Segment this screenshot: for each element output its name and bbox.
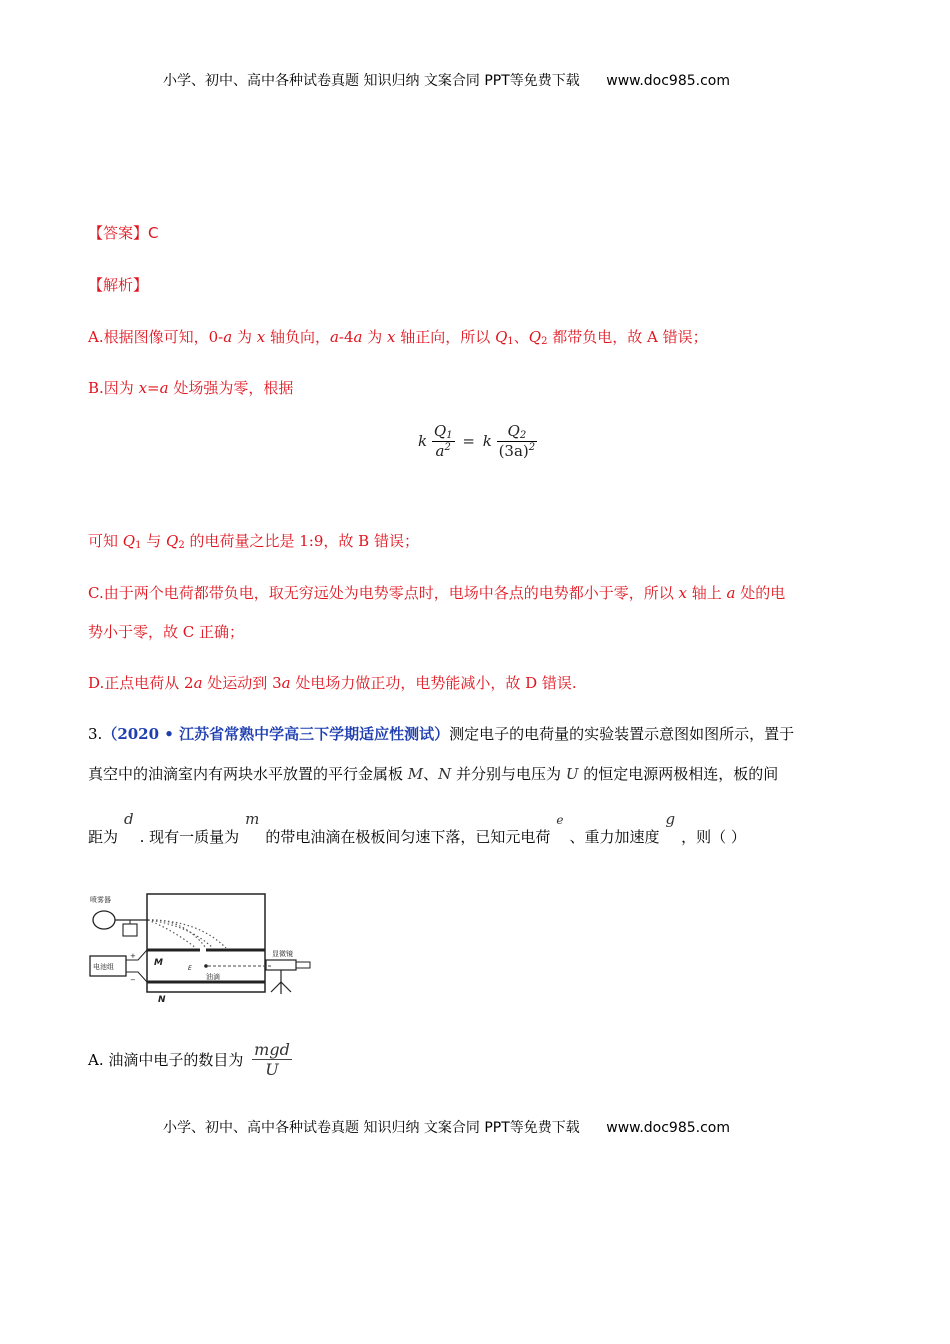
coulomb-formula: k $\frac{Q_1}{a^2}$ = k $\frac{Q_2}{(3a)^2}$	[418, 422, 536, 460]
answer-label: 【答案】	[88, 224, 149, 242]
oil-droplet	[204, 964, 208, 968]
oil-bottle	[123, 924, 137, 936]
question-number: 3.	[88, 725, 103, 743]
footer-site[interactable]: www.doc985.com	[606, 1120, 730, 1136]
apparatus-diagram	[88, 890, 328, 1005]
analysis-label: 【解析】	[88, 276, 149, 294]
option-a-text: A. 油滴中电子的数目为	[88, 1051, 244, 1069]
analysis-line-a: A.根据图像可知，0-a 为 x 轴负向，a-4a 为 x 轴正向，所以 $Q_1$、$Q_2$ 都带负电，故 A 错误；	[88, 328, 708, 347]
analysis-line-c2: 势小于零，故 C 正确；	[88, 623, 245, 641]
label-m: M	[154, 958, 163, 968]
question-source: （2020 • 江苏省常熟中学高三下学期适应性测试）	[102, 725, 450, 743]
answer-line	[88, 222, 159, 243]
label-e: E	[188, 965, 192, 972]
question-3-line-2: 真空中的油滴室内有两块水平放置的平行金属板 M、N 并分别与电压为 U 的恒定电源两极相连，板的间	[88, 765, 779, 783]
label-microscope: 显微镜	[272, 950, 293, 958]
fraction-1: $\frac{Q_1}{a^2}$	[433, 422, 453, 460]
label-battery: 电池组	[93, 963, 114, 971]
question-3-line-1: 3.（2020 • 江苏省常熟中学高三下学期适应性测试）测定电子的电荷量的实验装置示意图如图所示，置于	[88, 725, 795, 743]
option-a-fraction: $\frac{\text{mgd}}{U}$	[254, 1040, 290, 1079]
oil-drop-apparatus-figure	[88, 890, 328, 1005]
sprayer-bulb	[93, 911, 115, 929]
analysis-line-c1: C.由于两个电荷都带负电，取无穷远处为电势零点时，电场中各点的电势都小于零，所以 x 轴上 a 处的电	[88, 584, 786, 602]
header-site[interactable]: www.doc985.com	[606, 73, 730, 89]
analysis-line-b2: 可知 $Q_1$ 与 $Q_2$ 的电荷量之比是 1:9，故 B 错误；	[88, 532, 419, 551]
page-footer	[163, 1117, 730, 1137]
analysis-line-b: B.因为 x=a 处场强为零，根据	[88, 379, 294, 397]
option-a[interactable]	[88, 1040, 292, 1079]
header-text: 小学、初中、高中各种试卷真题 知识归纳 文案合同 PPT等免费下载	[163, 73, 580, 89]
page-header	[163, 70, 730, 90]
question-3-line-3: 距为d. 现有一质量为m的带电油滴在极板间匀速下落，已知元电荷$^e$、重力加速度g，则（ ）	[88, 810, 746, 846]
label-n: N	[158, 995, 166, 1005]
footer-text: 小学、初中、高中各种试卷真题 知识归纳 文案合同 PPT等免费下载	[163, 1120, 580, 1136]
answer-value: C	[148, 224, 159, 242]
label-minus: −	[130, 976, 136, 984]
label-droplet: 油滴	[206, 973, 220, 981]
label-plus: +	[130, 952, 136, 960]
analysis-line-d: D.正点电荷从 2a 处运动到 3a 处电场力做正功，电势能减小，故 D 错误.	[88, 674, 577, 692]
label-sprayer: 喷雾器	[90, 896, 111, 904]
fraction-2: $\frac{Q_2}{(3a)^2}$	[498, 422, 536, 460]
microscope	[266, 960, 296, 970]
